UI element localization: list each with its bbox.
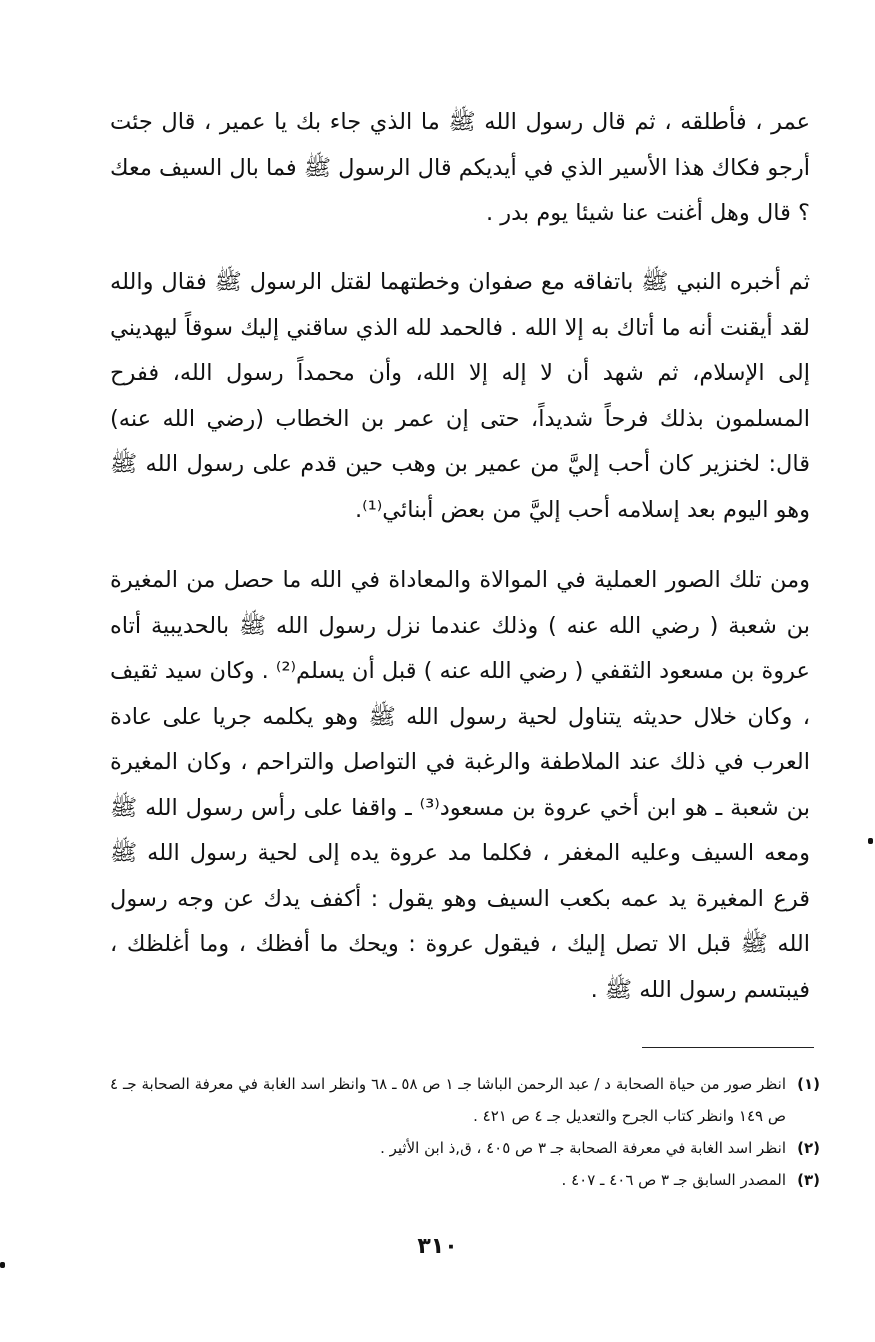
footnote-3	[110, 1164, 820, 1196]
footnote-number: (٢)	[797, 1139, 820, 1157]
footnote-number: (٣)	[797, 1171, 820, 1189]
paragraph-1: عمر ، فأطلقه ، ثم قال رسول الله ﷺ ما الذي جاء بك يا عمير ، قال جئت أرجو فكاك هذا الأسير الذي في أيديكم قال الرسول ﷺ فما بال السيف معك ؟ قال وهل أغنت عنا شيئا يوم بدر .	[110, 109, 810, 226]
scan-speck	[0, 1262, 5, 1268]
footnote-1	[110, 1068, 820, 1132]
footnote-text: انظر صور من حياة الصحابة د / عبد الرحمن الباشا جـ ١ ص ٥٨ ـ ٦٨ وانظر اسد الغابة في معرفة الصحابة جـ ٤ ص ١٤٩ وانظر كتاب الجرح والتعديل جـ ٤ ص ٤٢١ .	[110, 1075, 787, 1125]
paragraph-3: ومن تلك الصور العملية في الموالاة والمعاداة في الله ما حصل من المغيرة بن شعبة ( رضي الله عنه ) وذلك عندما نزل رسول الله ﷺ بالحديبية أتاه عروة بن مسعود الثقفي ( رضي الله عنه ) قبل أن يسلم⁽²⁾ . وكان سيد ثقيف ، وكان خلال حديثه يتناول لحية رسول الله ﷺ وهو يكلمه جريا على عادة العرب في ذلك عند الملاطفة والرغبة في التواصل والتراحم ، وكان المغيرة بن شعبة ـ هو ابن أخي عروة بن مسعود⁽³⁾ ـ واقفا على رأس رسول الله ﷺ ومعه السيف وعليه المغفر ، فكلما مد عروة يده إلى لحية رسول الله ﷺ قرع المغيرة يد عمه بكعب السيف وهو يقول : أكفف يدك عن وجه رسول الله ﷺ قبل الا تصل إليك ، فيقول عروة : ويحك ما أفظك ، وما أغلظك ، فيبتسم رسول الله ﷺ .	[110, 567, 810, 1003]
scan-speck	[868, 838, 873, 844]
page-number: ٣١٠	[417, 1234, 458, 1259]
footnote-separator	[642, 1047, 814, 1048]
footnote-2	[110, 1132, 820, 1164]
footnote-text: المصدر السابق جـ ٣ ص ٤٠٦ ـ ٤٠٧ .	[561, 1171, 786, 1189]
footnotes	[110, 1068, 820, 1196]
footnote-text: انظر اسد الغابة في معرفة الصحابة جـ ٣ ص ٤٠٥ ، ق,ذ ابن الأثير .	[380, 1139, 786, 1157]
footnote-number: (١)	[797, 1075, 820, 1093]
paragraph-2: ثم أخبره النبي ﷺ باتفاقه مع صفوان وخطتهما لقتل الرسول ﷺ فقال والله لقد أيقنت أنه ما أتاك به إلا الله . فالحمد لله الذي ساقني إليك سوقاً ليهديني إلى الإسلام، ثم شهد أن لا إله إلا الله، وأن محمداً رسول الله، ففرح المسلمون بذلك فرحاً شديداً، حتى إن عمر بن الخطاب (رضي الله عنه) قال: لخنزير كان أحب إليَّ من عمير بن وهب حين قدم على رسول الله ﷺ وهو اليوم بعد إسلامه أحب إليَّ من بعض أبنائي⁽¹⁾.	[110, 269, 810, 523]
